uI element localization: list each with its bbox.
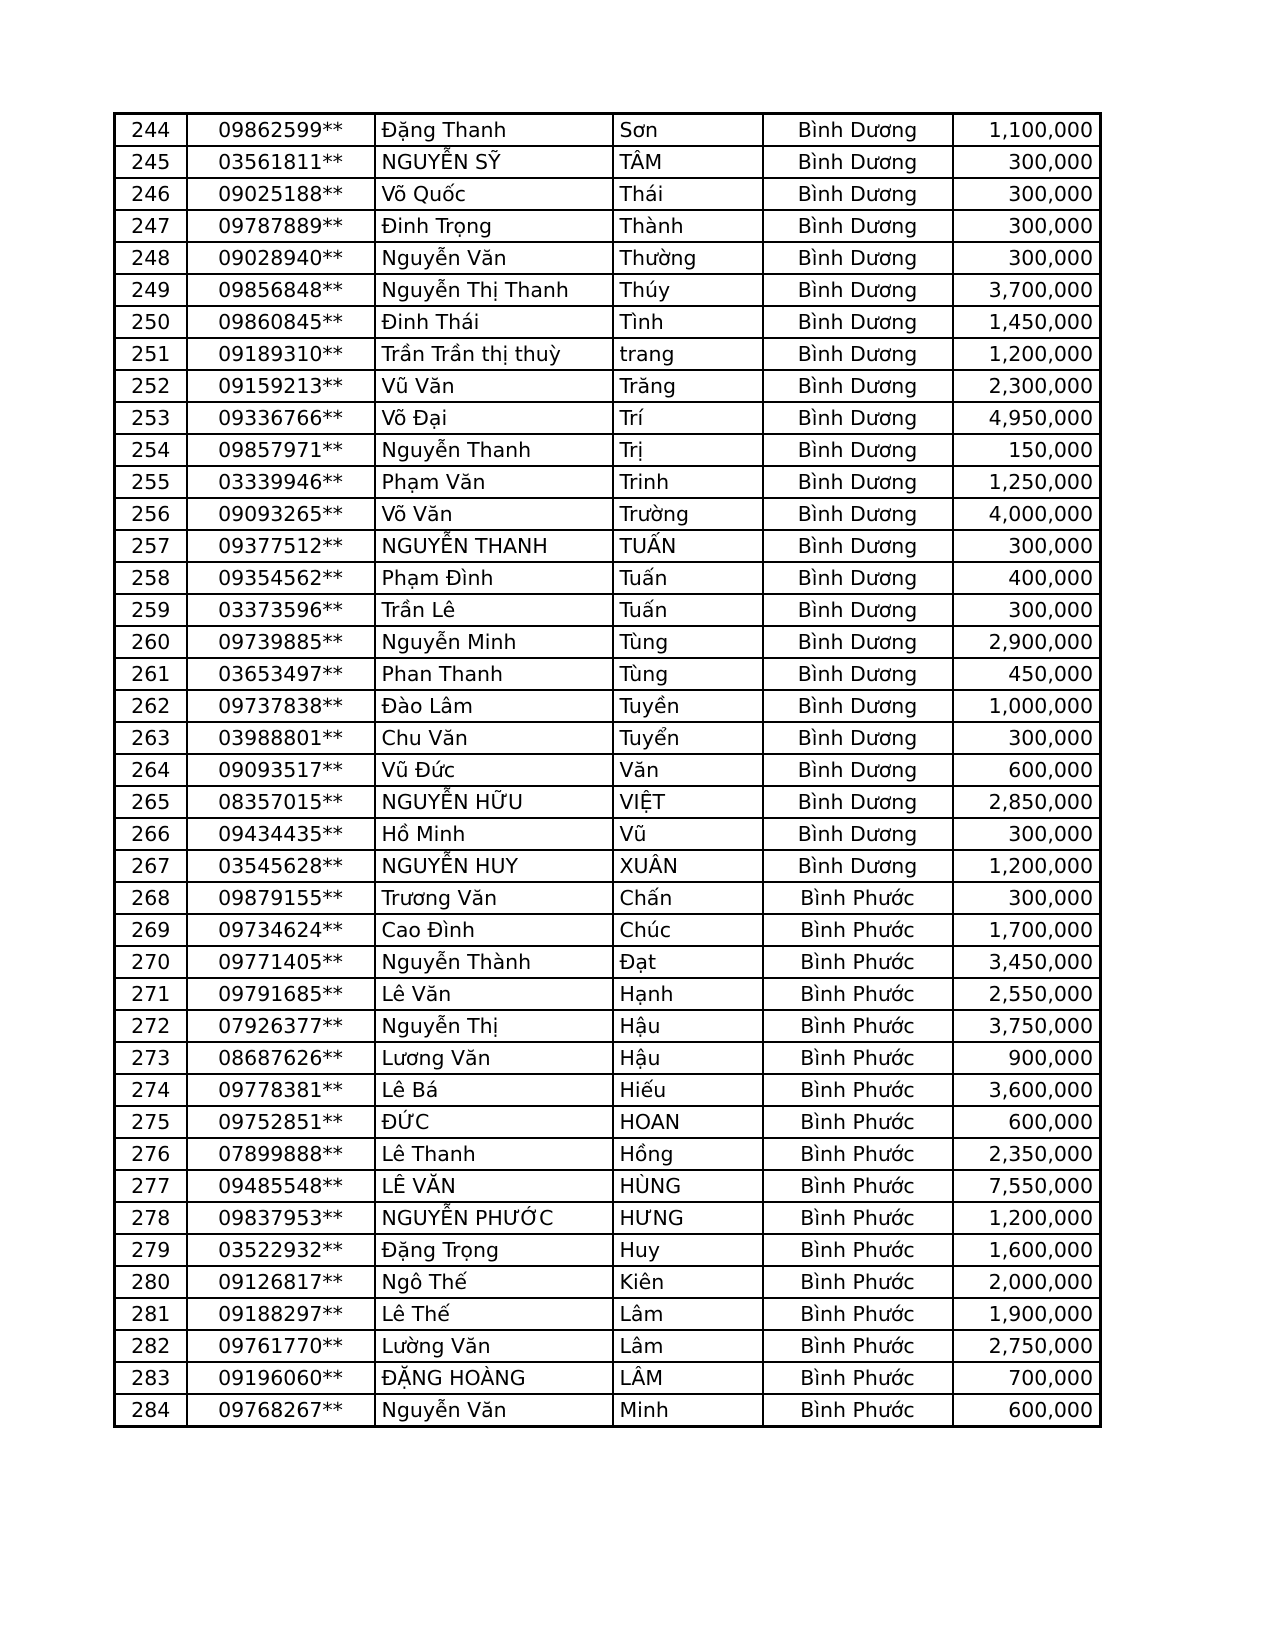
given-name-cell: Chấn — [613, 882, 763, 914]
amount-cell: 3,700,000 — [953, 274, 1101, 306]
phone-number-cell: 09159213** — [187, 370, 375, 402]
family-middle-name-cell: ĐỨC — [375, 1106, 613, 1138]
phone-number-cell: 09737838** — [187, 690, 375, 722]
province-cell: Bình Phước — [763, 1106, 953, 1138]
row-number-cell: 284 — [115, 1394, 187, 1427]
amount-cell: 2,300,000 — [953, 370, 1101, 402]
row-number-cell: 256 — [115, 498, 187, 530]
province-cell: Bình Dương — [763, 242, 953, 274]
table-row — [115, 210, 1101, 242]
given-name-cell: TÂM — [613, 146, 763, 178]
phone-number-cell: 03561811** — [187, 146, 375, 178]
table-row — [115, 594, 1101, 626]
row-number-cell: 258 — [115, 562, 187, 594]
province-cell: Bình Phước — [763, 1010, 953, 1042]
amount-cell: 3,600,000 — [953, 1074, 1101, 1106]
province-cell: Bình Phước — [763, 1202, 953, 1234]
given-name-cell: Trinh — [613, 466, 763, 498]
family-middle-name-cell: Phan Thanh — [375, 658, 613, 690]
amount-cell: 400,000 — [953, 562, 1101, 594]
given-name-cell: Hậu — [613, 1042, 763, 1074]
family-middle-name-cell: NGUYỄN HỮU — [375, 786, 613, 818]
row-number-cell: 245 — [115, 146, 187, 178]
province-cell: Bình Dương — [763, 146, 953, 178]
amount-cell: 2,000,000 — [953, 1266, 1101, 1298]
row-number-cell: 275 — [115, 1106, 187, 1138]
given-name-cell: trang — [613, 338, 763, 370]
table-row — [115, 114, 1101, 147]
family-middle-name-cell: Vũ Văn — [375, 370, 613, 402]
amount-cell: 4,950,000 — [953, 402, 1101, 434]
table-row — [115, 626, 1101, 658]
family-middle-name-cell: Trần Lê — [375, 594, 613, 626]
family-middle-name-cell: Nguyễn Thị Thanh — [375, 274, 613, 306]
amount-cell: 7,550,000 — [953, 1170, 1101, 1202]
family-middle-name-cell: Lường Văn — [375, 1330, 613, 1362]
family-middle-name-cell: Nguyễn Thành — [375, 946, 613, 978]
row-number-cell: 278 — [115, 1202, 187, 1234]
table-body — [115, 114, 1101, 1427]
row-number-cell: 273 — [115, 1042, 187, 1074]
given-name-cell: Thường — [613, 242, 763, 274]
family-middle-name-cell: Nguyễn Văn — [375, 242, 613, 274]
given-name-cell: Sơn — [613, 114, 763, 147]
given-name-cell: Tuyền — [613, 690, 763, 722]
amount-cell: 150,000 — [953, 434, 1101, 466]
table-row — [115, 562, 1101, 594]
table-row — [115, 1298, 1101, 1330]
family-middle-name-cell: NGUYỄN PHƯỚC — [375, 1202, 613, 1234]
province-cell: Bình Phước — [763, 1170, 953, 1202]
given-name-cell: HÙNG — [613, 1170, 763, 1202]
given-name-cell: Thái — [613, 178, 763, 210]
amount-cell: 2,550,000 — [953, 978, 1101, 1010]
province-cell: Bình Dương — [763, 530, 953, 562]
amount-cell: 1,100,000 — [953, 114, 1101, 147]
phone-number-cell: 03545628** — [187, 850, 375, 882]
amount-cell: 1,250,000 — [953, 466, 1101, 498]
amount-cell: 300,000 — [953, 178, 1101, 210]
family-middle-name-cell: ĐẶNG HOÀNG — [375, 1362, 613, 1394]
amount-cell: 600,000 — [953, 1106, 1101, 1138]
province-cell: Bình Dương — [763, 466, 953, 498]
phone-number-cell: 09837953** — [187, 1202, 375, 1234]
province-cell: Bình Dương — [763, 274, 953, 306]
amount-cell: 900,000 — [953, 1042, 1101, 1074]
family-middle-name-cell: NGUYỄN THANH — [375, 530, 613, 562]
row-number-cell: 261 — [115, 658, 187, 690]
phone-number-cell: 09734624** — [187, 914, 375, 946]
phone-number-cell: 09485548** — [187, 1170, 375, 1202]
table-row — [115, 1202, 1101, 1234]
province-cell: Bình Dương — [763, 722, 953, 754]
amount-cell: 2,900,000 — [953, 626, 1101, 658]
row-number-cell: 274 — [115, 1074, 187, 1106]
phone-number-cell: 09336766** — [187, 402, 375, 434]
phone-number-cell: 09028940** — [187, 242, 375, 274]
phone-number-cell: 09771405** — [187, 946, 375, 978]
amount-cell: 3,750,000 — [953, 1010, 1101, 1042]
phone-number-cell: 09787889** — [187, 210, 375, 242]
given-name-cell: HOAN — [613, 1106, 763, 1138]
table-row — [115, 690, 1101, 722]
phone-number-cell: 09354562** — [187, 562, 375, 594]
given-name-cell: Hồng — [613, 1138, 763, 1170]
amount-cell: 300,000 — [953, 722, 1101, 754]
amount-cell: 4,000,000 — [953, 498, 1101, 530]
table-row — [115, 1042, 1101, 1074]
amount-cell: 1,200,000 — [953, 338, 1101, 370]
given-name-cell: Tuấn — [613, 562, 763, 594]
province-cell: Bình Phước — [763, 1042, 953, 1074]
phone-number-cell: 09126817** — [187, 1266, 375, 1298]
family-middle-name-cell: Lê Thanh — [375, 1138, 613, 1170]
table-row — [115, 146, 1101, 178]
row-number-cell: 257 — [115, 530, 187, 562]
family-middle-name-cell: Đinh Thái — [375, 306, 613, 338]
family-middle-name-cell: Nguyễn Thanh — [375, 434, 613, 466]
table-row — [115, 914, 1101, 946]
province-cell: Bình Dương — [763, 498, 953, 530]
province-cell: Bình Dương — [763, 786, 953, 818]
table-row — [115, 882, 1101, 914]
row-number-cell: 272 — [115, 1010, 187, 1042]
table-row — [115, 338, 1101, 370]
row-number-cell: 246 — [115, 178, 187, 210]
amount-cell: 1,700,000 — [953, 914, 1101, 946]
given-name-cell: Tuấn — [613, 594, 763, 626]
family-middle-name-cell: Phạm Đình — [375, 562, 613, 594]
family-middle-name-cell: NGUYỄN SỸ — [375, 146, 613, 178]
family-middle-name-cell: Đinh Trọng — [375, 210, 613, 242]
province-cell: Bình Phước — [763, 882, 953, 914]
phone-number-cell: 03653497** — [187, 658, 375, 690]
family-middle-name-cell: Cao Đình — [375, 914, 613, 946]
row-number-cell: 259 — [115, 594, 187, 626]
row-number-cell: 269 — [115, 914, 187, 946]
phone-number-cell: 07899888** — [187, 1138, 375, 1170]
family-middle-name-cell: Trần Trần thị thuỳ — [375, 338, 613, 370]
province-cell: Bình Phước — [763, 1138, 953, 1170]
row-number-cell: 263 — [115, 722, 187, 754]
row-number-cell: 248 — [115, 242, 187, 274]
family-middle-name-cell: Lê Bá — [375, 1074, 613, 1106]
given-name-cell: XUÂN — [613, 850, 763, 882]
row-number-cell: 247 — [115, 210, 187, 242]
row-number-cell: 250 — [115, 306, 187, 338]
given-name-cell: Trí — [613, 402, 763, 434]
family-middle-name-cell: NGUYỄN HUY — [375, 850, 613, 882]
province-cell: Bình Dương — [763, 562, 953, 594]
family-middle-name-cell: Đặng Thanh — [375, 114, 613, 147]
given-name-cell: Hậu — [613, 1010, 763, 1042]
province-cell: Bình Phước — [763, 1362, 953, 1394]
table-row — [115, 1138, 1101, 1170]
phone-number-cell: 09093517** — [187, 754, 375, 786]
given-name-cell: Trăng — [613, 370, 763, 402]
given-name-cell: Thúy — [613, 274, 763, 306]
row-number-cell: 279 — [115, 1234, 187, 1266]
province-cell: Bình Dương — [763, 370, 953, 402]
amount-cell: 300,000 — [953, 210, 1101, 242]
province-cell: Bình Dương — [763, 338, 953, 370]
province-cell: Bình Dương — [763, 754, 953, 786]
given-name-cell: Lâm — [613, 1298, 763, 1330]
table-row — [115, 1106, 1101, 1138]
phone-number-cell: 09739885** — [187, 626, 375, 658]
row-number-cell: 244 — [115, 114, 187, 147]
row-number-cell: 281 — [115, 1298, 187, 1330]
province-cell: Bình Dương — [763, 402, 953, 434]
province-cell: Bình Dương — [763, 594, 953, 626]
table-row — [115, 274, 1101, 306]
table-row — [115, 1010, 1101, 1042]
family-middle-name-cell: Đào Lâm — [375, 690, 613, 722]
table-row — [115, 370, 1101, 402]
family-middle-name-cell: Nguyễn Thị — [375, 1010, 613, 1042]
amount-cell: 1,600,000 — [953, 1234, 1101, 1266]
table-row — [115, 722, 1101, 754]
phone-number-cell: 09752851** — [187, 1106, 375, 1138]
family-middle-name-cell: Võ Quốc — [375, 178, 613, 210]
province-cell: Bình Dương — [763, 114, 953, 147]
given-name-cell: Hạnh — [613, 978, 763, 1010]
province-cell: Bình Dương — [763, 626, 953, 658]
row-number-cell: 277 — [115, 1170, 187, 1202]
given-name-cell: LÂM — [613, 1362, 763, 1394]
phone-number-cell: 09196060** — [187, 1362, 375, 1394]
province-cell: Bình Phước — [763, 1234, 953, 1266]
phone-number-cell: 08687626** — [187, 1042, 375, 1074]
family-middle-name-cell: Hồ Minh — [375, 818, 613, 850]
phone-number-cell: 09189310** — [187, 338, 375, 370]
given-name-cell: Hiếu — [613, 1074, 763, 1106]
table-row — [115, 754, 1101, 786]
given-name-cell: Tùng — [613, 658, 763, 690]
row-number-cell: 270 — [115, 946, 187, 978]
given-name-cell: Đạt — [613, 946, 763, 978]
family-middle-name-cell: Nguyễn Minh — [375, 626, 613, 658]
family-middle-name-cell: Võ Đại — [375, 402, 613, 434]
phone-number-cell: 09434435** — [187, 818, 375, 850]
phone-number-cell: 09761770** — [187, 1330, 375, 1362]
family-middle-name-cell: Nguyễn Văn — [375, 1394, 613, 1427]
given-name-cell: Trị — [613, 434, 763, 466]
amount-cell: 1,200,000 — [953, 1202, 1101, 1234]
given-name-cell: VIỆT — [613, 786, 763, 818]
phone-number-cell: 09188297** — [187, 1298, 375, 1330]
province-cell: Bình Dương — [763, 306, 953, 338]
phone-number-cell: 03373596** — [187, 594, 375, 626]
given-name-cell: HƯNG — [613, 1202, 763, 1234]
phone-number-cell: 09856848** — [187, 274, 375, 306]
amount-cell: 2,750,000 — [953, 1330, 1101, 1362]
province-cell: Bình Dương — [763, 210, 953, 242]
family-middle-name-cell: Trương Văn — [375, 882, 613, 914]
given-name-cell: Minh — [613, 1394, 763, 1427]
phone-number-cell: 03988801** — [187, 722, 375, 754]
table-row — [115, 978, 1101, 1010]
province-cell: Bình Dương — [763, 178, 953, 210]
row-number-cell: 254 — [115, 434, 187, 466]
amount-cell: 300,000 — [953, 146, 1101, 178]
province-cell: Bình Dương — [763, 850, 953, 882]
table-row — [115, 178, 1101, 210]
phone-number-cell: 09768267** — [187, 1394, 375, 1427]
row-number-cell: 271 — [115, 978, 187, 1010]
province-cell: Bình Dương — [763, 690, 953, 722]
row-number-cell: 282 — [115, 1330, 187, 1362]
table-row — [115, 658, 1101, 690]
row-number-cell: 267 — [115, 850, 187, 882]
phone-number-cell: 09093265** — [187, 498, 375, 530]
amount-cell: 300,000 — [953, 818, 1101, 850]
amount-cell: 1,450,000 — [953, 306, 1101, 338]
given-name-cell: Vũ — [613, 818, 763, 850]
row-number-cell: 255 — [115, 466, 187, 498]
table-row — [115, 818, 1101, 850]
family-middle-name-cell: Võ Văn — [375, 498, 613, 530]
amount-cell: 300,000 — [953, 594, 1101, 626]
beneficiary-table — [113, 112, 1102, 1428]
amount-cell: 300,000 — [953, 530, 1101, 562]
amount-cell: 1,900,000 — [953, 1298, 1101, 1330]
table-row — [115, 1234, 1101, 1266]
phone-number-cell: 09862599** — [187, 114, 375, 147]
phone-number-cell: 07926377** — [187, 1010, 375, 1042]
row-number-cell: 265 — [115, 786, 187, 818]
amount-cell: 300,000 — [953, 242, 1101, 274]
row-number-cell: 260 — [115, 626, 187, 658]
phone-number-cell: 09879155** — [187, 882, 375, 914]
family-middle-name-cell: Vũ Đức — [375, 754, 613, 786]
given-name-cell: Văn — [613, 754, 763, 786]
amount-cell: 2,850,000 — [953, 786, 1101, 818]
phone-number-cell: 03339946** — [187, 466, 375, 498]
given-name-cell: TUẤN — [613, 530, 763, 562]
phone-number-cell: 09791685** — [187, 978, 375, 1010]
amount-cell: 1,000,000 — [953, 690, 1101, 722]
row-number-cell: 252 — [115, 370, 187, 402]
province-cell: Bình Dương — [763, 434, 953, 466]
row-number-cell: 264 — [115, 754, 187, 786]
row-number-cell: 249 — [115, 274, 187, 306]
family-middle-name-cell: Lê Thế — [375, 1298, 613, 1330]
phone-number-cell: 09377512** — [187, 530, 375, 562]
family-middle-name-cell: LÊ VĂN — [375, 1170, 613, 1202]
table-row — [115, 1170, 1101, 1202]
amount-cell: 1,200,000 — [953, 850, 1101, 882]
given-name-cell: Kiên — [613, 1266, 763, 1298]
family-middle-name-cell: Lương Văn — [375, 1042, 613, 1074]
phone-number-cell: 09857971** — [187, 434, 375, 466]
table-row — [115, 1394, 1101, 1427]
amount-cell: 600,000 — [953, 1394, 1101, 1427]
row-number-cell: 262 — [115, 690, 187, 722]
phone-number-cell: 09860845** — [187, 306, 375, 338]
given-name-cell: Tuyển — [613, 722, 763, 754]
amount-cell: 2,350,000 — [953, 1138, 1101, 1170]
row-number-cell: 251 — [115, 338, 187, 370]
province-cell: Bình Phước — [763, 1266, 953, 1298]
amount-cell: 3,450,000 — [953, 946, 1101, 978]
row-number-cell: 280 — [115, 1266, 187, 1298]
amount-cell: 450,000 — [953, 658, 1101, 690]
table-row — [115, 1266, 1101, 1298]
family-middle-name-cell: Đặng Trọng — [375, 1234, 613, 1266]
province-cell: Bình Phước — [763, 1074, 953, 1106]
province-cell: Bình Phước — [763, 1394, 953, 1427]
table-row — [115, 1330, 1101, 1362]
table-row — [115, 850, 1101, 882]
row-number-cell: 268 — [115, 882, 187, 914]
table-row — [115, 434, 1101, 466]
table-row — [115, 306, 1101, 338]
family-middle-name-cell: Phạm Văn — [375, 466, 613, 498]
table-row — [115, 498, 1101, 530]
table-row — [115, 1362, 1101, 1394]
row-number-cell: 276 — [115, 1138, 187, 1170]
given-name-cell: Tùng — [613, 626, 763, 658]
given-name-cell: Chúc — [613, 914, 763, 946]
family-middle-name-cell: Lê Văn — [375, 978, 613, 1010]
phone-number-cell: 09025188** — [187, 178, 375, 210]
province-cell: Bình Phước — [763, 946, 953, 978]
phone-number-cell: 03522932** — [187, 1234, 375, 1266]
row-number-cell: 266 — [115, 818, 187, 850]
given-name-cell: Trường — [613, 498, 763, 530]
table-row — [115, 1074, 1101, 1106]
family-middle-name-cell: Ngô Thế — [375, 1266, 613, 1298]
province-cell: Bình Phước — [763, 1298, 953, 1330]
amount-cell: 700,000 — [953, 1362, 1101, 1394]
given-name-cell: Tình — [613, 306, 763, 338]
amount-cell: 600,000 — [953, 754, 1101, 786]
province-cell: Bình Dương — [763, 658, 953, 690]
given-name-cell: Thành — [613, 210, 763, 242]
phone-number-cell: 09778381** — [187, 1074, 375, 1106]
amount-cell: 300,000 — [953, 882, 1101, 914]
province-cell: Bình Phước — [763, 914, 953, 946]
table-row — [115, 530, 1101, 562]
table-row — [115, 466, 1101, 498]
table-row — [115, 242, 1101, 274]
province-cell: Bình Phước — [763, 1330, 953, 1362]
row-number-cell: 253 — [115, 402, 187, 434]
family-middle-name-cell: Chu Văn — [375, 722, 613, 754]
given-name-cell: Lâm — [613, 1330, 763, 1362]
table-row — [115, 402, 1101, 434]
phone-number-cell: 08357015** — [187, 786, 375, 818]
table-row — [115, 946, 1101, 978]
province-cell: Bình Phước — [763, 978, 953, 1010]
table-row — [115, 786, 1101, 818]
row-number-cell: 283 — [115, 1362, 187, 1394]
province-cell: Bình Dương — [763, 818, 953, 850]
given-name-cell: Huy — [613, 1234, 763, 1266]
